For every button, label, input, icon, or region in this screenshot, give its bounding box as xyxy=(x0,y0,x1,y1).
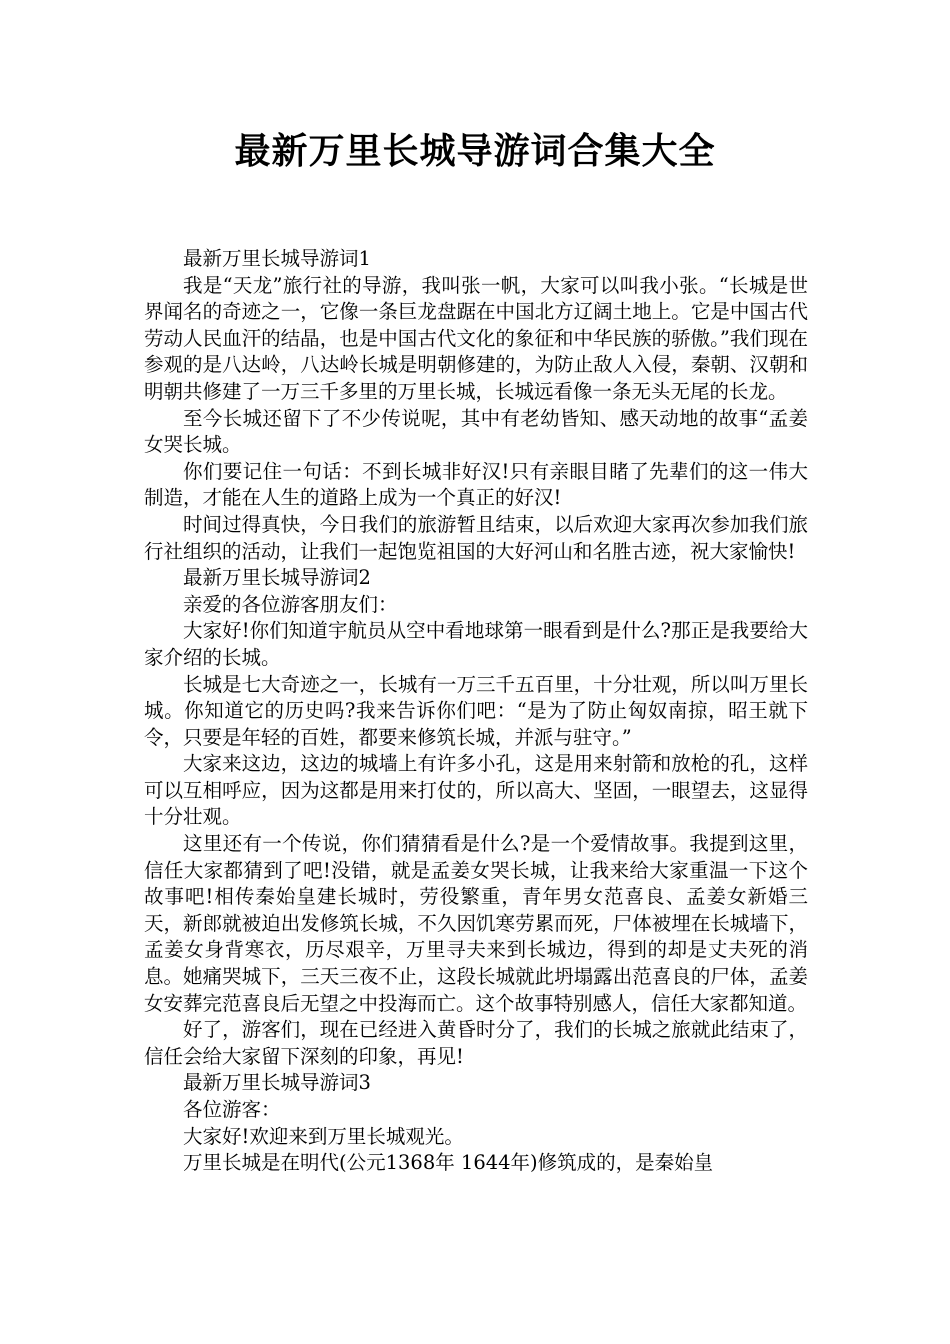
paragraph: 时间过得真快，今日我们的旅游暂且结束，以后欢迎大家再次参加我们旅行社组织的活动，让我们一起饱览祖国的大好河山和名胜古迹，祝大家愉快! xyxy=(144,512,808,563)
paragraph: 至今长城还留下了不少传说呢，其中有老幼皆知、感天动地的故事“孟姜女哭长城。 xyxy=(144,406,808,457)
paragraph: 我是“天龙”旅行社的导游，我叫张一帆，大家可以叫我小张。“长城是世界闻名的奇迹之一，它像一条巨龙盘踞在中国北方辽阔土地上。它是中国古代劳动人民血汗的结晶，也是中国古代文化的象征和中华民族的骄傲。”我们现在参观的是八达岭，八达岭长城是明朝修建的，为防止敌人入侵，秦朝、汉朝和明朝共修建了一万三千多里的万里长城，长城远看像一条无头无尾的长龙。 xyxy=(144,273,808,403)
section-heading-2: 最新万里长城导游词2 xyxy=(183,566,371,590)
paragraph: 长城是七大奇迹之一，长城有一万三千五百里，十分壮观，所以叫万里长城。你知道它的历史吗?我来告诉你们吧：“是为了防止匈奴南掠，昭王就下令，只要是年轻的百姓，都要来修筑长城，并派与驻守。” xyxy=(144,672,808,749)
paragraph: 大家好!你们知道宇航员从空中看地球第一眼看到是什么?那正是我要给大家介绍的长城。 xyxy=(144,619,808,669)
paragraph: 各位游客： xyxy=(183,1098,281,1121)
document-body xyxy=(144,246,808,1177)
document-title: 最新万里长城导游词合集大全 xyxy=(234,131,716,172)
section-heading-3: 最新万里长城导游词3 xyxy=(183,1071,371,1095)
paragraph: 这里还有一个传说，你们猜猜看是什么?是一个爱情故事。我提到这里，信任大家都猜到了吧!没错，就是孟姜女哭长城，让我来给大家重温一下这个故事吧!相传秦始皇建长城时，劳役繁重，青年男女范喜良、孟姜女新婚三天，新郎就被迫出发修筑长城，不久因饥寒劳累而死，尸体被埋在长城墙下，孟姜女身背寒衣，历尽艰辛，万里寻夫来到长城边，得到的却是丈夫死的消息。她痛哭城下，三天三夜不止，这段长城就此坍塌露出范喜良的尸体，孟姜女安葬完范喜良后无望之中投海而亡。这个故事特别感人，信任大家都知道。 xyxy=(144,832,808,1015)
section-heading-1: 最新万里长城导游词1 xyxy=(183,247,371,270)
paragraph: 大家来这边，这边的城墙上有许多小孔，这是用来射箭和放枪的孔，这样可以互相呼应，因为这都是用来打仗的，所以高大、坚固，一眼望去，这显得十分壮观。 xyxy=(144,752,808,829)
paragraph: 大家好!欢迎来到万里长城观光。 xyxy=(183,1124,464,1148)
paragraph: 好了，游客们，现在已经进入黄昏时分了，我们的长城之旅就此结束了，信任会给大家留下深刻的印象，再见! xyxy=(144,1018,808,1068)
paragraph: 亲爱的各位游客朋友们： xyxy=(183,592,398,616)
paragraph: 你们要记住一句话：不到长城非好汉!只有亲眼目睹了先辈们的这一伟大制造，才能在人生的道路上成为一个真正的好汉! xyxy=(144,459,808,510)
paragraph: 万里长城是在明代(公元1368年 1644年)修筑成的，是秦始皇 xyxy=(183,1151,714,1175)
